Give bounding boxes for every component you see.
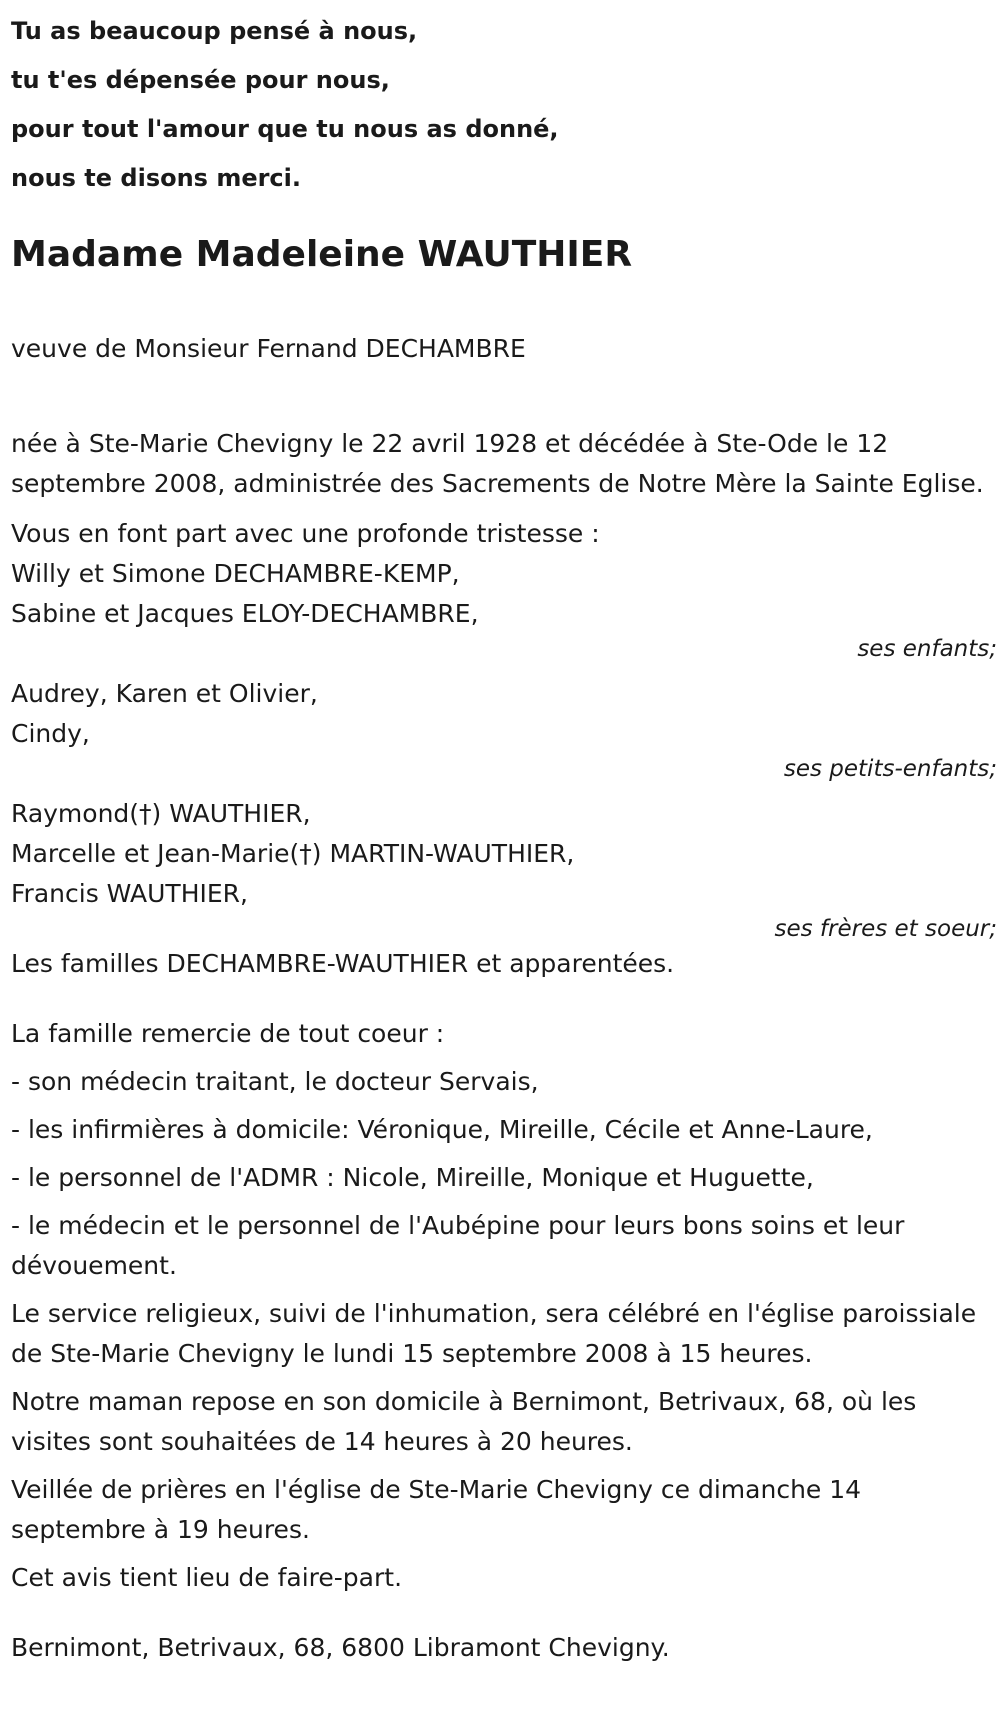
poem-line: pour tout l'amour que tu nous as donné,: [11, 115, 559, 143]
service-vigil: Veillée de prières en l'église de Ste-Marie Chevigny ce dimanche 14 septembre à 19 heures.: [11, 1475, 862, 1544]
sibling-entry: Marcelle et Jean-Marie(†) MARTIN-WAUTHIER,: [11, 839, 575, 868]
grandchild-entry: Audrey, Karen et Olivier,: [11, 679, 318, 708]
poem-line: Tu as beaucoup pensé à nous,: [11, 17, 418, 45]
notice-line: Cet avis tient lieu de faire-part.: [11, 1563, 403, 1592]
sibling-entry: Francis WAUTHIER,: [11, 879, 248, 908]
thanks-item: - son médecin traitant, le docteur Servais,: [11, 1067, 539, 1096]
thanks-item: - le personnel de l'ADMR : Nicole, Mireille, Monique et Huguette,: [11, 1163, 814, 1192]
sibling-entry: Raymond(†) WAUTHIER,: [11, 799, 311, 828]
service-ceremony: Le service religieux, suivi de l'inhumation, sera célébré en l'église paroissiale de Ste-Marie Chevigny le lundi 15 septembre 2008 à 15 heures.: [11, 1299, 977, 1368]
thanks-item: - les infirmières à domicile: Véronique, Mireille, Cécile et Anne-Laure,: [11, 1115, 873, 1144]
siblings-label: ses frères et soeur;: [774, 916, 997, 942]
widow-of: veuve de Monsieur Fernand DECHAMBRE: [11, 334, 526, 363]
poem-line: nous te disons merci.: [11, 164, 302, 192]
birth-death-paragraph: née à Ste-Marie Chevigny le 22 avril 1928 et décédée à Ste-Ode le 12 septembre 2008, administrée des Sacrements de Notre Mère la Sainte Eglise.: [11, 429, 984, 498]
announcement-intro: Vous en font part avec une profonde tristesse :: [11, 519, 600, 548]
thanks-item: - le médecin et le personnel de l'Aubépine pour leurs bons soins et leur dévouement.: [11, 1211, 905, 1280]
child-entry: Willy et Simone DECHAMBRE-KEMP,: [11, 559, 460, 588]
poem-line: tu t'es dépensée pour nous,: [11, 66, 390, 94]
children-label: ses enfants;: [857, 636, 997, 662]
service-rest: Notre maman repose en son domicile à Bernimont, Betrivaux, 68, où les visites sont souhaitées de 14 heures à 20 heures.: [11, 1387, 917, 1456]
thanks-intro: La famille remercie de tout coeur :: [11, 1019, 445, 1048]
poem: [11, 0, 1000, 203]
families-line: Les familles DECHAMBRE-WAUTHIER et apparentées.: [11, 949, 675, 978]
grandchildren-label: ses petits-enfants;: [783, 756, 997, 782]
deceased-name: Madame Madeleine WAUTHIER: [11, 234, 633, 275]
child-entry: Sabine et Jacques ELOY-DECHAMBRE,: [11, 599, 479, 628]
address-line: Bernimont, Betrivaux, 68, 6800 Libramont Chevigny.: [11, 1633, 670, 1662]
grandchild-entry: Cindy,: [11, 719, 90, 748]
